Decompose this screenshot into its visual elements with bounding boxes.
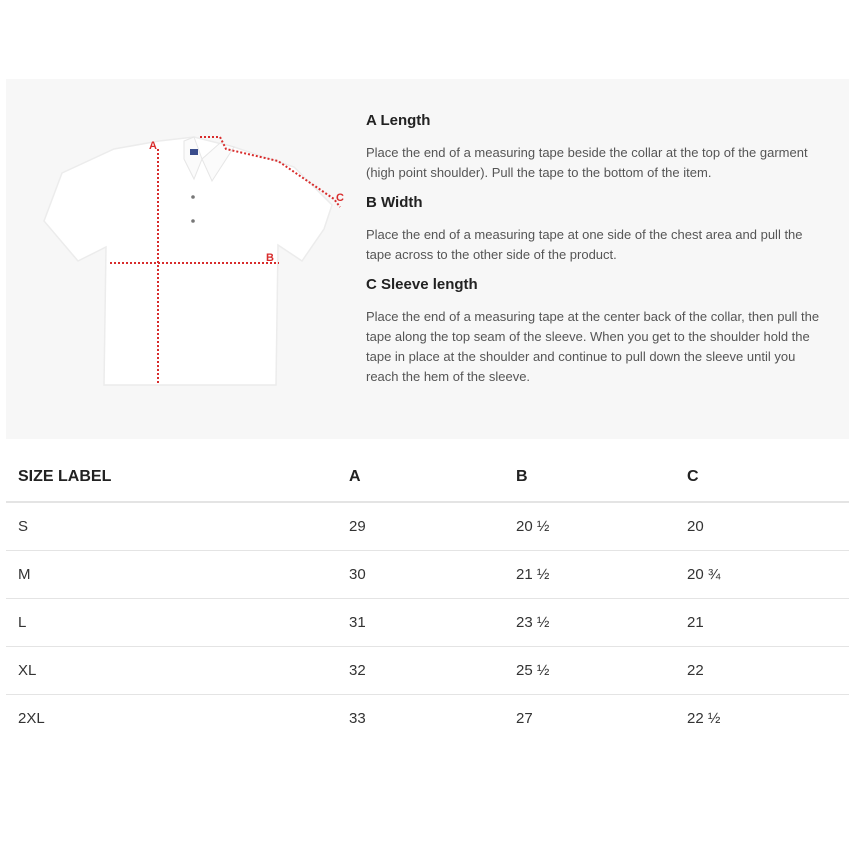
- label-b: B: [266, 252, 274, 264]
- cell-a: 32: [349, 647, 516, 695]
- cell-size: 2XL: [18, 710, 45, 727]
- cell-b: 25 ½: [516, 647, 687, 695]
- cell-size: XL: [6, 647, 349, 695]
- cell-c: 21: [687, 599, 849, 647]
- instruction-title-a: A Length: [366, 112, 431, 129]
- cell-c: 22 ½: [687, 710, 721, 727]
- cell-b: 21 ½: [516, 551, 687, 599]
- cell-size: S: [6, 502, 349, 551]
- table-header-row: [6, 453, 849, 502]
- instruction-text-a: Place the end of a measuring tape beside the collar at the top of the garment (high point shoulder). Pull the tape to the bottom of the item.: [366, 145, 808, 180]
- instruction-text-b: Place the end of a measuring tape at one side of the chest area and pull the tape across to the other side of the product.: [366, 227, 803, 262]
- cell-b: 27: [516, 710, 533, 727]
- label-c: C: [336, 192, 344, 204]
- header-a: A: [349, 453, 516, 502]
- size-chart-table: [6, 453, 849, 742]
- table-row: [6, 599, 849, 647]
- cell-c: 20 ¾: [687, 551, 849, 599]
- cell-a: 33: [349, 710, 366, 727]
- brand-tag: [190, 149, 198, 155]
- cell-b: 23 ½: [516, 599, 687, 647]
- measuring-guide-panel: [6, 79, 849, 439]
- polo-shirt-diagram: [34, 129, 354, 394]
- measuring-instructions: [366, 112, 826, 398]
- table-row: [6, 695, 849, 743]
- cell-b: 20 ½: [516, 502, 687, 551]
- button: [191, 219, 195, 223]
- header-size-label: SIZE LABEL: [6, 453, 349, 502]
- table-row: [6, 502, 849, 551]
- instruction-title-b: B Width: [366, 194, 423, 211]
- cell-size: M: [6, 551, 349, 599]
- polo-shirt-illustration: [44, 137, 332, 385]
- table-row: [6, 647, 849, 695]
- instruction-title-c: C Sleeve length: [366, 276, 478, 293]
- table-row: [6, 551, 849, 599]
- cell-a: 31: [349, 599, 516, 647]
- label-a: A: [149, 140, 157, 152]
- instruction-text-c: Place the end of a measuring tape at the center back of the collar, then pull the tape along the top seam of the sleeve. When you get to the shoulder hold the tape in place at the shoulder and continue to pull down the sleeve until you reach the hem of the sleeve.: [366, 309, 820, 384]
- cell-c: 20: [687, 502, 849, 551]
- header-c: C: [687, 453, 849, 502]
- button: [191, 195, 195, 199]
- cell-a: 30: [349, 551, 516, 599]
- cell-size: L: [6, 599, 349, 647]
- header-b: B: [516, 453, 687, 502]
- cell-c: 22: [687, 647, 849, 695]
- cell-a: 29: [349, 502, 516, 551]
